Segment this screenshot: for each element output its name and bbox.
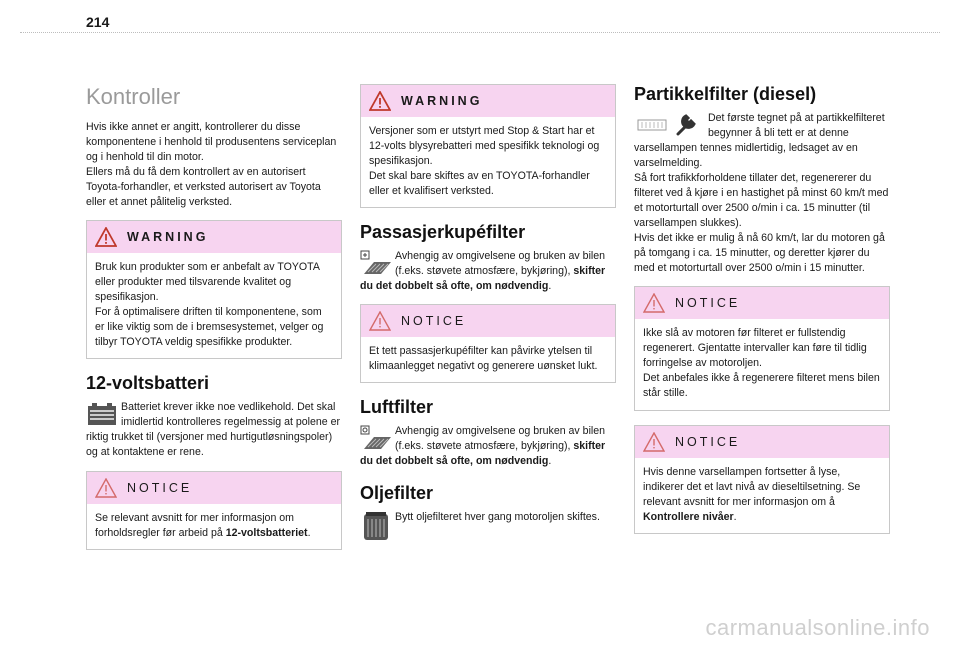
notice-triangle-icon	[369, 311, 391, 331]
dpf-text-3: Hvis det ikke er mulig å nå 60 km/t, lar du motoren gå på tomgang i ca. 15 minutter, og deretter kjører du med et motorturtall over 2500 o/min i 15 minutter.	[634, 232, 885, 275]
intro-paragraph-2: Ellers må du få dem kontrollert av en autorisert Toyota-forhandler, et verksted autorisert av Toyota eller et annet pålitelig verksted.	[86, 166, 321, 209]
column-1	[86, 80, 342, 564]
cabin-filter-icon	[360, 250, 392, 276]
notice-box-battery	[86, 471, 342, 550]
notice-text-c: .	[733, 510, 737, 523]
warning-box-header	[87, 221, 341, 253]
dpf-text-2: Så fort trafikkforholdene tillater det, regenererer du filteret ved å kjøre i en hastighet på minst 60 km/t med et motorturtall over 2500 o/min i ca. 15 minutter (til varsellampen slukkes).	[634, 172, 889, 230]
section-title-dpf: Partikkelfilter (diesel)	[634, 84, 817, 104]
section-title-cabin-filter: Passasjerkupéfilter	[360, 222, 526, 243]
section-title-kontroller: Kontroller	[86, 84, 181, 109]
notice-box-body	[87, 504, 341, 549]
warning-label: WARNING	[401, 94, 483, 108]
notice-link-battery: 12-voltsbatteriet	[225, 526, 308, 539]
notice-box-header	[87, 472, 341, 504]
notice-link-levels: Kontrollere nivåer	[643, 510, 734, 523]
warning-box-body	[87, 253, 341, 358]
cabin-text-b: skifter du det dobbelt så ofte, om nødvendig	[360, 265, 606, 293]
notice-triangle-icon	[95, 478, 117, 498]
dpf-warning-lamp-icon	[634, 112, 704, 136]
notice-box-body	[635, 319, 889, 409]
warning-triangle-icon	[369, 91, 391, 111]
cabin-filter-text	[360, 249, 616, 294]
air-filter-text	[360, 424, 616, 469]
page-number: 214	[86, 14, 110, 30]
notice-label: NOTICE	[401, 314, 467, 329]
notice-label: NOTICE	[127, 480, 193, 495]
notice-text-1: Ikke slå av motoren før filteret er fullstendig regenerert. Gjentatte intervaller kan føre til tidlig forringelse av motoroljen.	[643, 327, 867, 370]
section-title-battery: 12-voltsbatteri	[86, 373, 210, 394]
intro-paragraph-1: Hvis ikke annet er angitt, kontrollerer du disse komponentene i henhold til produsentens serviceplan og i henhold til din motor.	[86, 121, 337, 164]
dpf-text-1: Det første tegnet på at partikkelfilteret begynner å bli tett er at denne varsellampen tennes midlertidig, ledsaget av en varselmelding.	[634, 112, 885, 170]
oil-paragraph-wrap	[360, 510, 616, 525]
warning-text-2: Det skal bare skiftes av en TOYOTA-forhandler eller et kvalifisert verksted.	[369, 170, 590, 198]
section-title-oil-filter: Oljefilter	[360, 483, 434, 504]
warning-label: WARNING	[127, 230, 209, 245]
cabin-text-c: .	[548, 280, 552, 293]
watermark: carmanualsonline.info	[705, 615, 930, 640]
notice-text-a: Se relevant avsnitt for mer informasjon om forholdsregler før arbeid på	[95, 511, 295, 539]
cabin-text-a: Avhengig av omgivelsene og bruken av bilen (f.eks. støvete atmosfære, bykjøring),	[395, 250, 606, 278]
air-filter-icon	[360, 425, 392, 451]
notice-label: NOTICE	[675, 296, 741, 311]
cabin-paragraph-wrap	[360, 249, 616, 294]
air-text-b: skifter du det dobbelt så ofte, om nødvendig	[360, 440, 606, 468]
battery-icon	[86, 401, 118, 427]
warning-box-body	[361, 117, 615, 207]
notice-box-body	[361, 337, 615, 382]
section-cabin-filter	[360, 222, 616, 294]
notice-triangle-icon	[643, 432, 665, 452]
oil-filter-text: Bytt oljefilteret hver gang motoroljen skiftes.	[395, 511, 600, 524]
warning-text-2: For å optimalisere driften til komponentene, som er like viktig som de i bremsesystemet, velger og tilbyr TOYOTA veldig spesifikke produkter.	[95, 306, 324, 349]
notice-text	[95, 511, 333, 541]
header-rule	[20, 32, 940, 33]
air-paragraph-wrap	[360, 424, 616, 469]
warning-triangle-icon	[95, 227, 117, 247]
air-text-c: .	[548, 455, 552, 468]
warning-text-1: Bruk kun produkter som er anbefalt av TOYOTA eller produkter med tilsvarende kvalitet og spesifikasjon.	[95, 261, 320, 304]
section-air-filter	[360, 397, 616, 469]
notice-box-header	[635, 287, 889, 319]
notice-text	[643, 465, 881, 525]
notice-box-header	[635, 426, 889, 458]
warning-text-1: Versjoner som er utstyrt med Stop & Start har et 12-volts blysyrebatteri med spesifikk teknologi og spesifikasjon.	[369, 125, 600, 168]
notice-box-dpf-2	[634, 425, 890, 534]
notice-text-c: .	[307, 526, 311, 539]
oil-filter-icon	[360, 511, 392, 541]
notice-text: Et tett passasjerkupéfilter kan påvirke ytelsen til klimaanlegget negativt og generere uønsket lukt.	[369, 345, 598, 373]
column-2	[360, 84, 616, 541]
notice-text-2: Det anbefales ikke å regenerere filteret mens bilen står stille.	[643, 372, 880, 400]
notice-text-a: Hvis denne varsellampen fortsetter å lyse, indikerer det et lavt nivå av dieseltilsetning. Se relevant avsnitt for mer informasjon om å	[643, 465, 861, 508]
battery-text: Batteriet krever ikke noe vedlikehold. Det skal imidlertid kontrolleres regelmessig at polene er riktig trukket til (versjoner med hurtigutløsningspoler) og at kontaktene er rene.	[86, 401, 341, 459]
notice-box-body	[635, 458, 889, 533]
column-3	[634, 84, 890, 548]
warning-box-stopstart	[360, 84, 616, 208]
notice-box-dpf-1	[634, 286, 890, 410]
dpf-paragraph-wrap	[634, 111, 890, 171]
battery-paragraph-wrap	[86, 400, 342, 460]
notice-box-header	[361, 305, 615, 337]
notice-box-cabin	[360, 304, 616, 383]
section-battery	[86, 373, 342, 460]
notice-triangle-icon	[643, 293, 665, 313]
section-title-air-filter: Luftfilter	[360, 397, 433, 418]
notice-label: NOTICE	[675, 434, 741, 449]
section-oil-filter	[360, 483, 616, 525]
air-text-a: Avhengig av omgivelsene og bruken av bilen (f.eks. støvete atmosfære, bykjøring),	[395, 425, 606, 453]
warning-box-products	[86, 220, 342, 359]
warning-box-header	[361, 85, 615, 117]
